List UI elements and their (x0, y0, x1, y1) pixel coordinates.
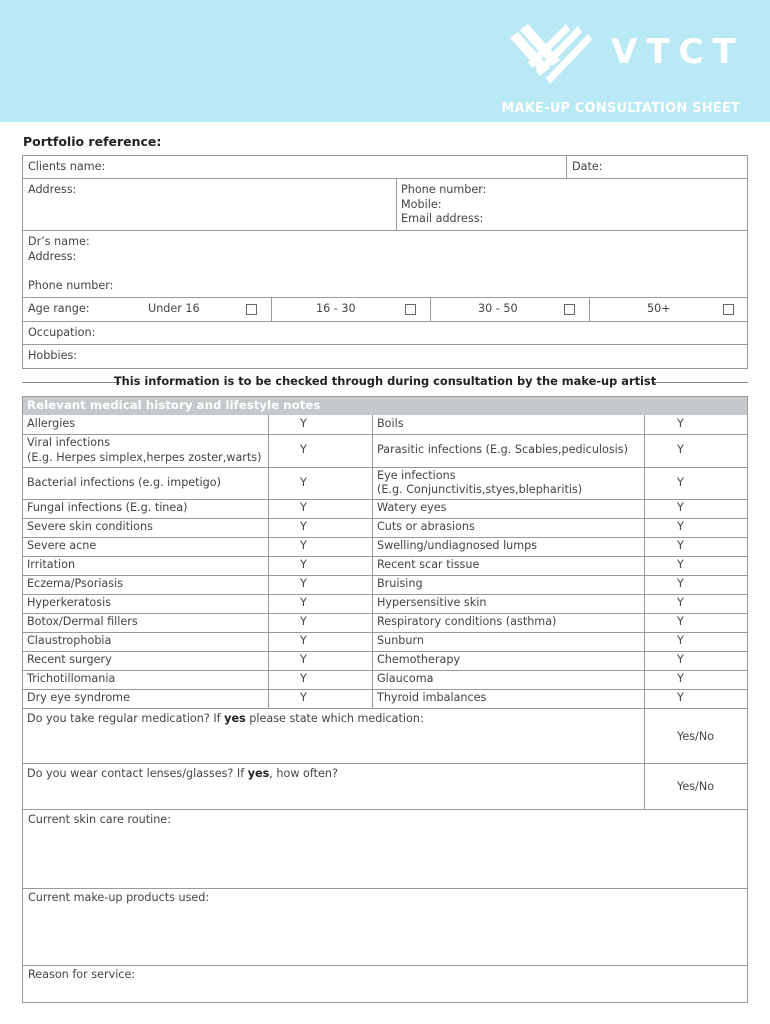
condition-yes-no[interactable] (677, 634, 684, 649)
condition-yes-no-line: Y (677, 634, 684, 648)
age-16-30-checkbox[interactable] (405, 304, 416, 315)
divider (396, 178, 397, 231)
brand-logo-text: VTCT (611, 32, 745, 72)
condition-label-line: Trichotillomania (27, 672, 116, 686)
condition-yes-no-line: Y (677, 475, 684, 489)
divider (566, 155, 567, 179)
condition-label-line: Chemotherapy (377, 653, 461, 667)
condition-label-line: Cuts or abrasions (377, 520, 475, 534)
condition-yes-no[interactable] (677, 539, 684, 554)
condition-label-line: Claustrophobia (27, 634, 112, 648)
medication-question-end: please state which medication: (245, 712, 424, 725)
row-divider (22, 575, 748, 576)
condition-yes-no-line: Y (677, 596, 684, 610)
condition-yes-no[interactable] (300, 672, 307, 687)
condition-yes-no[interactable] (300, 443, 307, 458)
row-divider (22, 613, 748, 614)
condition-label-line: (E.g. Conjunctivitis,styes,blepharitis) (377, 483, 583, 496)
divider (22, 297, 748, 298)
condition-label (27, 520, 153, 535)
condition-yes-no[interactable] (677, 577, 684, 592)
age-50-plus-checkbox[interactable] (723, 304, 734, 315)
row-divider (22, 670, 748, 671)
age-option-under-16: Under 16 (148, 302, 200, 315)
medication-yes-no[interactable]: Yes/No (677, 730, 715, 743)
condition-yes-no[interactable] (300, 691, 307, 706)
divider (22, 230, 748, 231)
lenses-question[interactable] (27, 767, 338, 782)
condition-yes-no[interactable] (677, 417, 684, 432)
hobbies-field[interactable]: Hobbies: (28, 349, 78, 362)
condition-label (377, 672, 433, 687)
email-field[interactable]: Email address: (401, 212, 484, 225)
condition-label (377, 501, 446, 516)
header-banner (0, 0, 770, 122)
lenses-yes-no[interactable]: Yes/No (677, 780, 715, 793)
condition-label-line: Eye infections (377, 468, 456, 482)
reason-for-service-field[interactable]: Reason for service: (28, 968, 136, 981)
client-details-box (22, 155, 748, 369)
lenses-question-start: Do you wear contact lenses/glasses? If (27, 767, 248, 780)
condition-label (377, 577, 423, 592)
phone-number-field[interactable]: Phone number: (401, 183, 487, 196)
condition-yes-no-line: Y (677, 615, 684, 629)
mobile-field[interactable]: Mobile: (401, 197, 442, 211)
condition-label-line: (E.g. Herpes simplex,herpes zoster,warts) (27, 450, 262, 464)
condition-yes-no-line: Y (300, 539, 307, 553)
condition-label-line: Glaucoma (377, 672, 434, 686)
condition-label-line: Boils (377, 417, 404, 431)
condition-label-line: Swelling/undiagnosed lumps (377, 539, 538, 553)
condition-yes-no[interactable] (300, 653, 307, 668)
condition-label (27, 417, 75, 432)
condition-label (377, 539, 537, 554)
condition-yes-no-line: Y (677, 520, 684, 534)
address-field[interactable]: Address: (28, 183, 77, 196)
divider (22, 321, 748, 322)
condition-label (377, 634, 424, 649)
age-option-16-30: 16 - 30 (316, 302, 356, 315)
condition-yes-no-line: Y (300, 634, 307, 648)
row-divider (22, 689, 748, 690)
condition-label (377, 469, 582, 498)
divider (644, 415, 645, 709)
divider (22, 344, 748, 345)
condition-label-line: Viral infections (27, 436, 111, 449)
dr-name-field[interactable]: Dr’s name: (28, 235, 90, 248)
condition-label-line: Severe skin conditions (27, 520, 153, 534)
sheet-title: MAKE-UP CONSULTATION SHEET (501, 101, 740, 116)
condition-yes-no[interactable] (677, 558, 684, 573)
condition-yes-no-line: Y (677, 653, 684, 667)
divider (589, 297, 590, 322)
condition-label-line: Hypersensitive skin (377, 596, 487, 610)
divider (22, 888, 748, 889)
condition-label (27, 577, 123, 592)
condition-yes-no-line: Y (300, 443, 307, 457)
condition-label (377, 443, 628, 458)
condition-label (377, 691, 486, 706)
condition-label-line: Allergies (27, 417, 76, 431)
condition-yes-no[interactable] (677, 653, 684, 668)
medical-history-heading-text: Relevant medical history and lifestyle notes (27, 398, 321, 412)
condition-yes-no[interactable] (677, 476, 684, 491)
condition-yes-no-line: Y (300, 417, 307, 431)
condition-label-line: Sunburn (377, 634, 424, 648)
condition-yes-no-line: Y (677, 443, 684, 457)
condition-label-line: Botox/Dermal fillers (27, 615, 138, 629)
portfolio-reference-label: Portfolio reference: (23, 134, 162, 149)
condition-yes-no[interactable] (300, 417, 307, 432)
row-divider (22, 594, 748, 595)
condition-label (377, 596, 486, 611)
condition-label (27, 539, 96, 554)
age-under-16-checkbox[interactable] (246, 304, 257, 315)
condition-yes-no[interactable] (300, 539, 307, 554)
divider (430, 297, 431, 322)
condition-label (27, 501, 188, 516)
lenses-question-end: , how often? (269, 767, 338, 780)
age-option-50-plus: 50+ (647, 302, 671, 315)
divider (268, 415, 269, 709)
condition-yes-no[interactable] (300, 558, 307, 573)
row-divider (22, 537, 748, 538)
condition-label (27, 476, 221, 491)
condition-label (377, 558, 479, 573)
condition-yes-no-line: Y (677, 691, 684, 705)
condition-yes-no-line: Y (677, 577, 684, 591)
divider (271, 297, 272, 322)
condition-yes-no-line: Y (677, 539, 684, 553)
condition-label (27, 436, 261, 465)
condition-yes-no-line: Y (677, 417, 684, 431)
condition-yes-no-line: Y (677, 501, 684, 515)
condition-label-line: Recent scar tissue (377, 558, 480, 572)
condition-yes-no[interactable] (300, 501, 307, 516)
condition-yes-no-line: Y (300, 596, 307, 610)
row-divider (22, 499, 748, 500)
condition-yes-no-line: Y (300, 691, 307, 705)
condition-label (27, 558, 75, 573)
divider (22, 178, 748, 179)
date-field[interactable]: Date: (572, 160, 603, 173)
makeup-products-field[interactable]: Current make-up products used: (28, 891, 210, 904)
condition-label (377, 417, 404, 432)
divider (644, 708, 645, 810)
condition-label-line: Irritation (27, 558, 76, 572)
row-divider (22, 556, 748, 557)
condition-label (27, 653, 112, 668)
row-divider (22, 434, 748, 435)
condition-label (377, 615, 556, 630)
condition-label-line: Bacterial infections (e.g. impetigo) (27, 475, 221, 489)
condition-yes-no-line: Y (300, 653, 307, 667)
condition-yes-no[interactable] (300, 520, 307, 535)
condition-label (27, 691, 130, 706)
condition-label-line: Parasitic infections (E.g. Scabies,pediculosis) (377, 443, 628, 457)
condition-yes-no-line: Y (300, 672, 307, 686)
condition-yes-no[interactable] (677, 615, 684, 630)
divider (22, 965, 748, 966)
lenses-question-emphasis: yes (247, 767, 270, 780)
condition-yes-no[interactable] (677, 501, 684, 516)
condition-yes-no[interactable] (677, 691, 684, 706)
row-divider (22, 651, 748, 652)
medication-question[interactable] (27, 712, 424, 727)
condition-yes-no-line: Y (677, 558, 684, 572)
age-range-label: Age range: (28, 302, 90, 315)
row-divider (22, 518, 748, 519)
condition-yes-no[interactable] (677, 672, 684, 687)
condition-label (377, 520, 475, 535)
condition-yes-no[interactable] (300, 476, 307, 491)
age-30-50-checkbox[interactable] (564, 304, 575, 315)
condition-yes-no-line: Y (300, 520, 307, 534)
condition-label-line: Hyperkeratosis (27, 596, 112, 610)
condition-yes-no[interactable] (300, 577, 307, 592)
condition-label (27, 615, 138, 630)
medication-question-emphasis: yes (224, 712, 246, 725)
condition-yes-no-line: Y (300, 558, 307, 572)
condition-yes-no[interactable] (300, 615, 307, 630)
dr-address-field[interactable]: Address: (28, 249, 77, 263)
condition-yes-no-line: Y (300, 475, 307, 489)
condition-label-line: Fungal infections (E.g. tinea) (27, 501, 188, 515)
condition-label-line: Severe acne (27, 539, 97, 553)
condition-yes-no-line: Y (300, 615, 307, 629)
skin-care-routine-field[interactable]: Current skin care routine: (28, 813, 171, 826)
condition-yes-no-line: Y (677, 672, 684, 686)
condition-label-line: Bruising (377, 577, 423, 591)
condition-yes-no[interactable] (677, 443, 684, 458)
condition-yes-no[interactable] (300, 634, 307, 649)
condition-yes-no-line: Y (300, 501, 307, 515)
condition-label (27, 634, 111, 649)
condition-yes-no[interactable] (677, 520, 684, 535)
condition-label-line: Watery eyes (377, 501, 447, 515)
condition-label-line: Recent surgery (27, 653, 112, 667)
condition-yes-no-line: Y (300, 577, 307, 591)
condition-label-line: Respiratory conditions (asthma) (377, 615, 557, 629)
medication-question-start: Do you take regular medication? If (27, 712, 225, 725)
condition-label (27, 672, 115, 687)
condition-label (27, 596, 111, 611)
occupation-field[interactable]: Occupation: (28, 326, 96, 339)
condition-label-line: Eczema/Psoriasis (27, 577, 124, 591)
clients-name-field[interactable]: Clients name: (28, 160, 106, 173)
condition-yes-no[interactable] (300, 596, 307, 611)
condition-label (377, 653, 460, 668)
row-divider (22, 632, 748, 633)
condition-label-line: Thyroid imbalances (377, 691, 487, 705)
consultation-notice: This information is to be checked through during consultation by the make-up artist (113, 374, 657, 388)
divider (372, 415, 373, 709)
divider (22, 763, 748, 764)
condition-yes-no[interactable] (677, 596, 684, 611)
vtct-logo-icon (506, 24, 592, 88)
condition-label-line: Dry eye syndrome (27, 691, 130, 705)
age-option-30-50: 30 - 50 (478, 302, 518, 315)
dr-phone-field[interactable]: Phone number: (28, 279, 114, 292)
